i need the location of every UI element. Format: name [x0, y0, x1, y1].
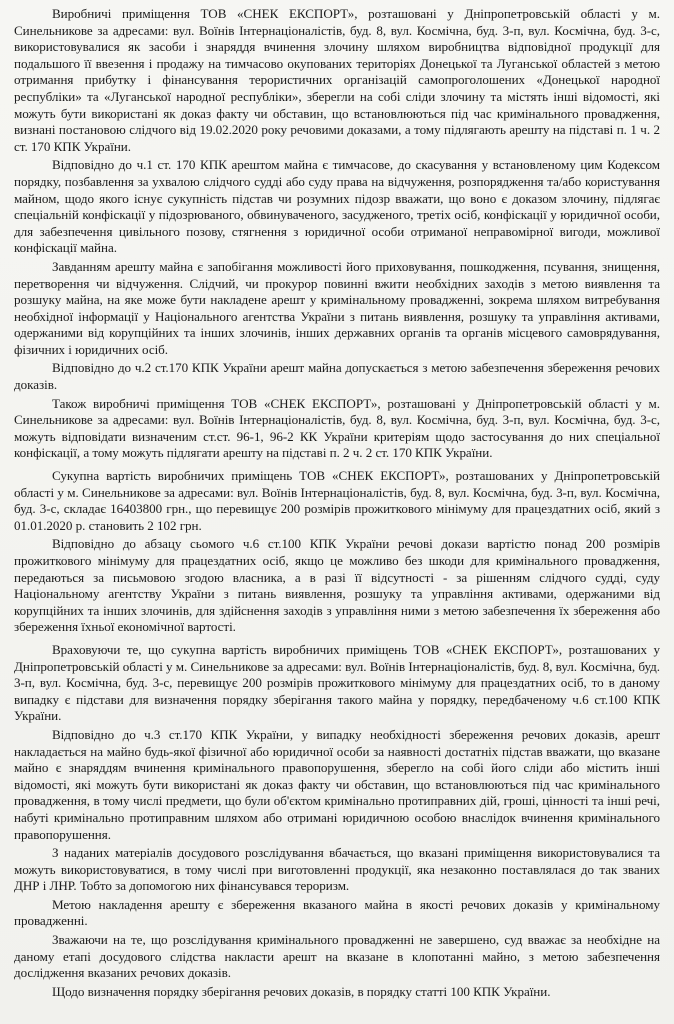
paragraph-arrest-goal: Метою накладення арешту є збереження вказаного майна в якості речових доказів у кримінальному провадженні.	[14, 896, 660, 929]
paragraph-arrest-definition: Відповідно до ч.1 ст. 170 КПК арештом майна є тимчасове, до скасування у встановленому цим Кодексом порядку, позбавлення за ухвалою слідчого судді або суду права на відчуження, розпорядження та/або користування майном, щодо якого існує сукупність підстав чи розумних підозр вважати, що воно є доказом злочину, підлягає спеціальній конфіскації у підозрюваного, обвинуваченого, засудженого, третіх осіб, конфіскації у юридичної особи, для забезпечення цивільного позову, стягнення з юридичної особи отриманої неправомірної вигоди, можливої конфіскації майна.	[14, 157, 660, 256]
paragraph-storage-procedure: Щодо визначення порядку зберігання речових доказів, в порядку статті 100 КПК України.	[52, 983, 551, 999]
paragraph-court-decision: Зважаючи на те, що розслідування кримінального провадженні не завершено, суд вважає за необхідне на даному етапі досудового слідства накласти арешт на вказане в клопотанні майно, з метою забезпечення дослідження вказаних речових доказів.	[14, 932, 660, 981]
paragraph-premises-evidence: Виробничі приміщення ТОВ «СНЕК ЕКСПОРТ», розташовані у Дніпропетровській області у м. Синельникове за адресами: вул. Воїнів Інтернаціоналістів, буд. 8, вул. Космічна, буд. 3-п, вул. Космічна, буд. 3-с, використовувалися як засоби і знаряддя вчинення злочину шляхом виробництва відповідної продукції для подальшого її ввезення і продажу на тимчасово окупованих територіях Донецької та Луганської областей з метою отримання прибутку і фінансування терористичних організацій самопроголошених «Донецької народної республіки» та «Луганської народної республіки», зберегли на собі сліди злочину та містять інші відомості, які можуть бути використані як доказ факту чи обставин, що встановлюються під час кримінального провадження, визнані постановою слідчого від 19.02.2020 року речовими доказами, а тому підлягають арешту на підставі п. 1 ч. 2 ст. 170 КПК України.	[14, 6, 660, 154]
paragraph-storage-basis: Враховуючи те, що сукупна вартість виробничих приміщень ТОВ «СНЕК ЕКСПОРТ», розташованих у Дніпропетровській області у м. Синельникове за адресами: вул. Воїнів Інтернаціоналістів, буд. 8, вул. Космічна, буд. 3-п, вул. Космічна, буд. 3-с, перевищує 200 розмірів прожиткового мінімуму для працездатних осіб, то в даному випадку є підстави для визначення порядку зберігання такого майна у порядку, передбаченому ч.6 ст.100 КПК України.	[14, 641, 660, 724]
paragraph-asset-transfer: Відповідно до абзацу сьомого ч.6 ст.100 КПК України речові докази вартістю понад 200 розмірів прожиткового мінімуму для працездатних осіб, якщо це можливо без шкоди для кримінального провадження, передаються за письмовою згодою власника, а в разі її відсутності - за рішенням слідчого судді, суду Національному агентству України з питань виявлення, розшуку та управління активами, одержаними від корупційних та інших злочинів, для здійснення заходів з управління ними з метою забезпечення їх збереження або збереження їхньої економічної вартості.	[14, 536, 660, 635]
paragraph-special-confiscation: Також виробничі приміщення ТОВ «СНЕК ЕКСПОРТ», розташовані у Дніпропетровській області у м. Синельникове за адресами: вул. Воїнів Інтернаціоналістів, буд. 8, вул. Космічна, буд. 3-п, вул. Космічна, буд. 3-с, можуть відповідати визначеним ст.ст. 96-1, 96-2 КК України критеріям щодо застосування до них спеціальної конфіскації, а тому можуть підлягати арешту на підставі п. 2 ч. 2 ст. 170 КПК України.	[14, 395, 660, 461]
paragraph-investigation-findings: З наданих матеріалів досудового розслідування вбачається, що вказані приміщення використовувалися та можуть використовуватися, в тому числі при виготовленні продукції, яка незаконно поставлялася до так званих ДНР і ЛНР. Тобто за допомогою них фінансувався тероризм.	[14, 845, 660, 894]
paragraph-evidence-preservation: Відповідно до ч.2 ст.170 КПК України арешт майна допускається з метою забезпечення збереження речових доказів.	[14, 360, 660, 393]
paragraph-arrest-purpose: Завданням арешту майна є запобігання можливості його приховування, пошкодження, псування, знищення, перетворення чи відчуження. Слідчий, чи прокурор повинні вжити необхідних заходів з метою виявлення та розшуку майна, на яке може бути накладене арешт у кримінальному провадженні, зокрема шляхом витребування необхідної інформації у Національного агентства України з питань виявлення, розшуку та управління активами, одержаними від корупційних та інших злочинів, інших державних органів та органів місцевого самоврядування, фізичних і юридичних осіб.	[14, 258, 660, 357]
paragraph-arrest-grounds: Відповідно до ч.3 ст.170 КПК України, у випадку необхідності збереження речових доказів, арешт накладається на майно будь-якої фізичної або юридичної особи за наявності достатніх підстав вважати, що вказане майно є знаряддям вчинення кримінального правопорушення, зберегло на собі його сліди або містить інші відомості, які можуть бути використані як доказ факту чи обставин, що встановлюються під час кримінального провадження, в тому числі предмети, що були об'єктом кримінально протиправних дій, гроші, цінності та інші речі, набуті кримінально протиправним шляхом або отримані юридичною особою внаслідок вчинення кримінального правопорушення.	[14, 726, 660, 842]
paragraph-total-value: Сукупна вартість виробничих приміщень ТОВ «СНЕК ЕКСПОРТ», розташованих у Дніпропетровській області у м. Синельникове за адресами: вул. Воїнів Інтернаціоналістів, буд. 8, вул. Космічна, буд. 3-п, вул. Космічна, буд. 3-с, складає 16403800 грн., що перевищує 200 розмірів прожиткового мінімуму для працездатних осіб, який з 01.01.2020 р. становить 2 102 грн.	[14, 468, 660, 533]
